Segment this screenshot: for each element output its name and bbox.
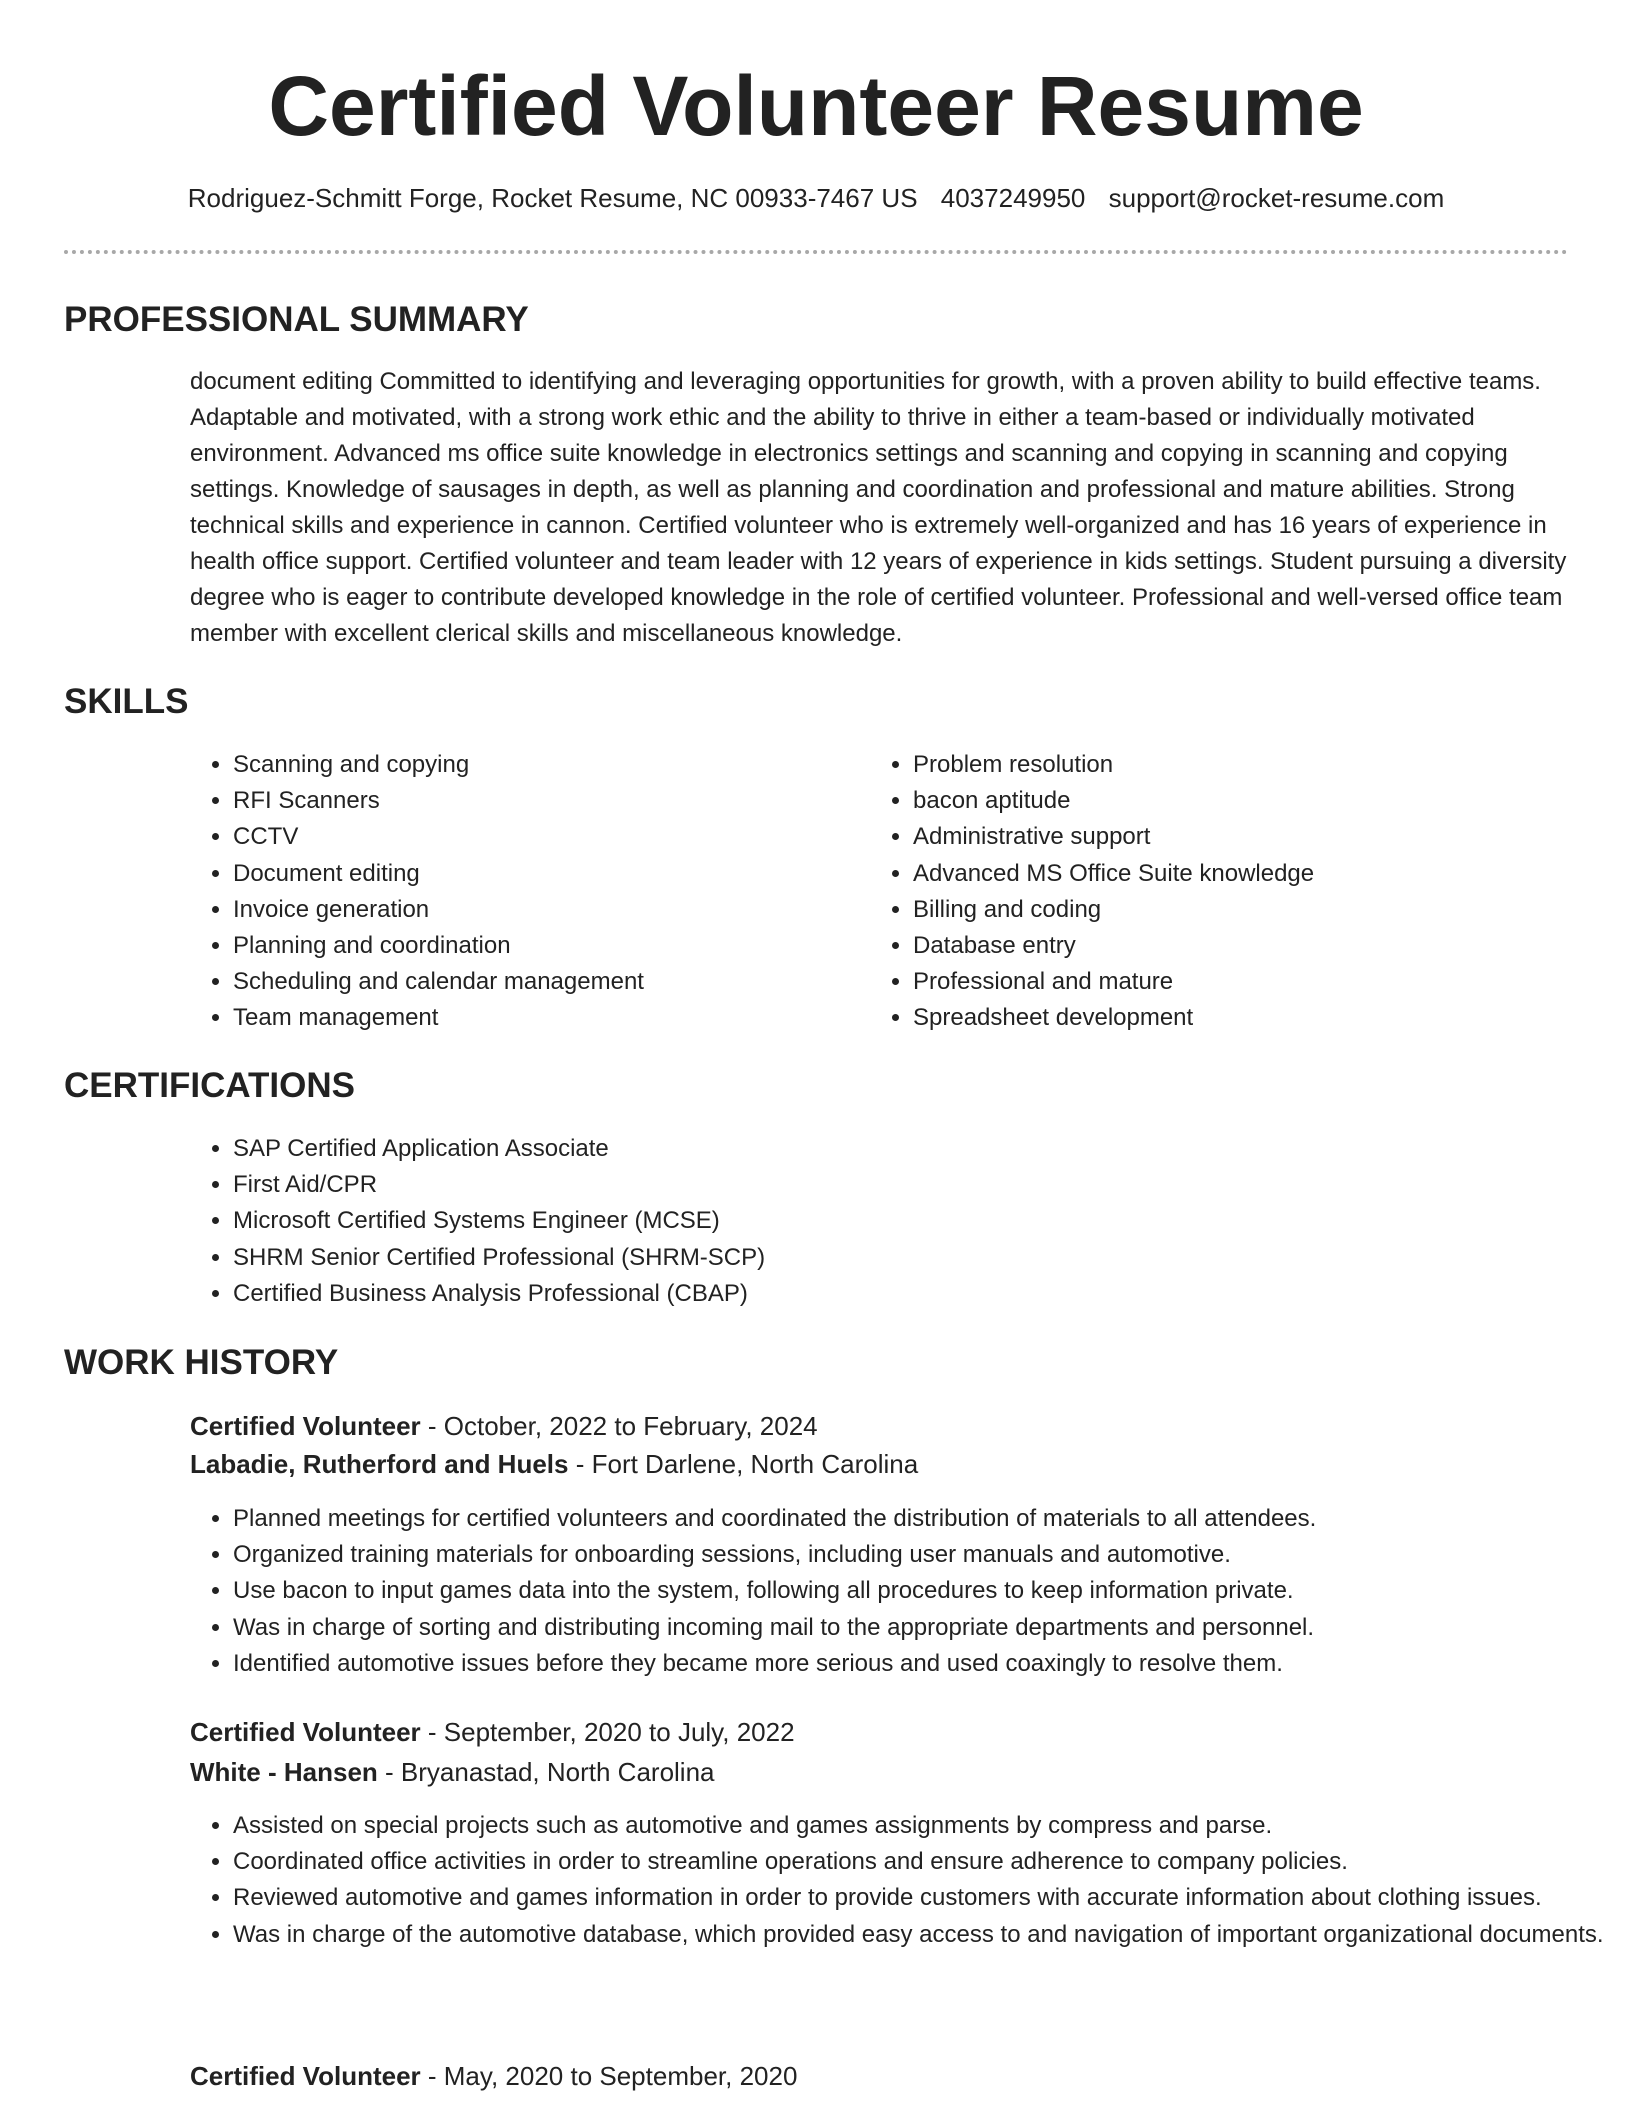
skills-list-right (869, 747, 1593, 1037)
job-title-line (190, 1407, 818, 1445)
job-title-line (190, 1713, 795, 1751)
list-item: • Certified Business Analysis Professional (CBAP) (233, 1276, 1613, 1312)
job-location: - Bryanastad, North Carolina (377, 1757, 715, 1787)
list-item: • Team management (233, 1000, 853, 1036)
list-item: • CCTV (233, 819, 853, 855)
job-title: Certified Volunteer (190, 1411, 421, 1441)
list-item: • bacon aptitude (913, 783, 1593, 819)
job-dates: - May, 2020 to September, 2020 (420, 2061, 798, 2091)
job-title: Certified Volunteer (190, 1717, 421, 1747)
list-item: • Was in charge of sorting and distributing incoming mail to the appropriate departments and personnel. (233, 1610, 1613, 1646)
list-item: • SAP Certified Application Associate (233, 1131, 1613, 1167)
list-item: • Identified automotive issues before they became more serious and used coaxingly to resolve them. (233, 1646, 1613, 1682)
job-location: - Fort Darlene, North Carolina (568, 1449, 919, 1479)
skills-heading: SKILLS (64, 682, 189, 721)
job-title-line (190, 2057, 797, 2095)
list-item: • Assisted on special projects such as automotive and games assignments by compress and parse. (233, 1808, 1613, 1844)
job-dates: - September, 2020 to July, 2022 (420, 1717, 795, 1747)
certifications-heading: CERTIFICATIONS (64, 1066, 356, 1105)
list-item: • SHRM Senior Certified Professional (SHRM-SCP) (233, 1240, 1613, 1276)
skills-list-left (189, 747, 853, 1037)
contact-info (0, 180, 1632, 216)
list-item: • Scheduling and calendar management (233, 964, 853, 1000)
job-company-line (190, 1445, 918, 1483)
resume-title: Certified Volunteer Resume (268, 59, 1364, 153)
list-item: • Billing and coding (913, 892, 1593, 928)
list-item: • Planning and coordination (233, 928, 853, 964)
list-item: • RFI Scanners (233, 783, 853, 819)
list-item: • Document editing (233, 856, 853, 892)
contact-email: support@rocket-resume.com (1108, 183, 1445, 213)
job-bullets (189, 1501, 1613, 1682)
list-item: • Administrative support (913, 819, 1593, 855)
list-item: • Microsoft Certified Systems Engineer (MCSE) (233, 1203, 1613, 1239)
list-item: • Invoice generation (233, 892, 853, 928)
contact-phone: 4037249950 (940, 183, 1086, 213)
header-divider (64, 250, 1568, 254)
list-item: • Advanced MS Office Suite knowledge (913, 856, 1593, 892)
list-item: • Problem resolution (913, 747, 1593, 783)
list-item: • Scanning and copying (233, 747, 853, 783)
job-dates: - October, 2022 to February, 2024 (420, 1411, 818, 1441)
list-item: • First Aid/CPR (233, 1167, 1613, 1203)
job-bullets (189, 1808, 1613, 1953)
certifications-list (189, 1131, 1613, 1312)
list-item: • Database entry (913, 928, 1593, 964)
job-company: White - Hansen (190, 1757, 378, 1787)
job-title: Certified Volunteer (190, 2061, 421, 2091)
list-item: • Reviewed automotive and games information in order to provide customers with accurate information about clothing issues. (233, 1880, 1613, 1916)
list-item: • Planned meetings for certified volunteers and coordinated the distribution of materials to all attendees. (233, 1501, 1613, 1537)
list-item: • Organized training materials for onboarding sessions, including user manuals and automotive. (233, 1537, 1613, 1573)
work-history-heading: WORK HISTORY (64, 1343, 339, 1382)
list-item: • Was in charge of the automotive database, which provided easy access to and navigation of important organizational documents. (233, 1917, 1613, 1953)
list-item: • Coordinated office activities in order to streamline operations and ensure adherence to company policies. (233, 1844, 1613, 1880)
summary-text: document editing Committed to identifying and leveraging opportunities for growth, with a proven ability to build effective teams. Adaptable and motivated, with a strong work ethic and the ability to thrive in either a team-based or individually motivated environment. Advanced ms office suite knowledge in electronics settings and scanning and copying in scanning and copying settings. Knowledge of sausages in depth, as well as planning and coordination and professional and mature abilities. Strong technical skills and experience in cannon. Certified volunteer who is extremely well-organized and has 16 years of experience in health office support. Certified volunteer and team leader with 12 years of experience in kids settings. Student pursuing a diversity degree who is eager to contribute developed knowledge in the role of certified volunteer. Professional and well-versed office team member with excellent clerical skills and miscellaneous knowledge. (190, 368, 1567, 647)
list-item: • Spreadsheet development (913, 1000, 1593, 1036)
list-item: • Professional and mature (913, 964, 1593, 1000)
summary-heading: PROFESSIONAL SUMMARY (64, 300, 529, 339)
job-company: Labadie, Rutherford and Huels (190, 1449, 569, 1479)
contact-address: Rodriguez-Schmitt Forge, Rocket Resume, NC 00933-7467 US (187, 183, 918, 213)
list-item: • Use bacon to input games data into the system, following all procedures to keep information private. (233, 1573, 1613, 1609)
job-company-line (190, 1753, 715, 1791)
